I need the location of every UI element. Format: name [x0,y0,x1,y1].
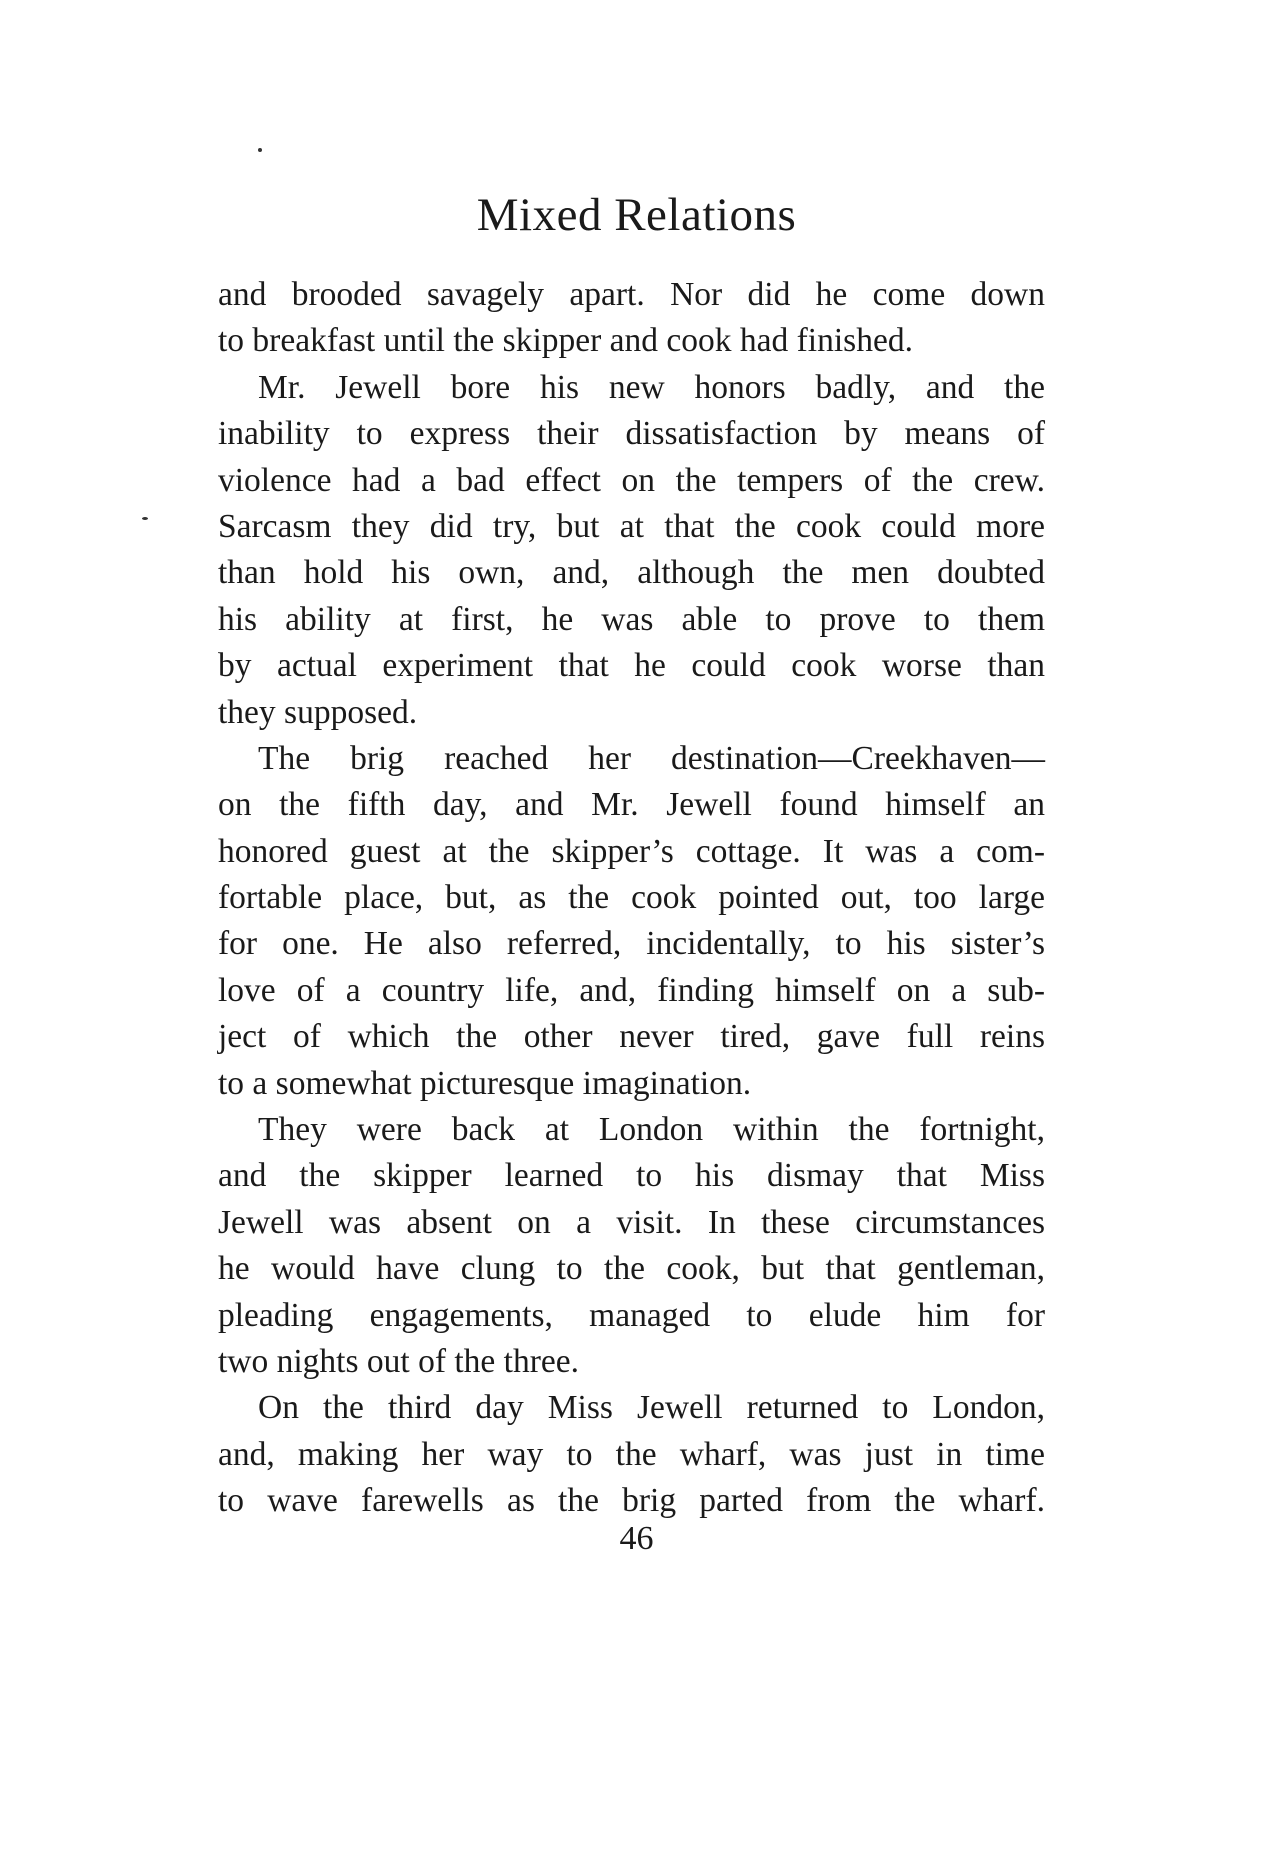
text-line: they supposed. [218,693,418,731]
text-line: Jewell was absent on a visit. In these circumstances [218,1203,1045,1241]
text-line: fortable place, but, as the cook pointed out, too large [218,879,1045,917]
text-line: for one. He also referred, incidentally, to his sister’s [218,925,1045,963]
text-line: inability to express their dissatisfaction by means of [218,415,1045,453]
text-line: and brooded savagely apart. Nor did he come down [218,276,1045,313]
text-line: pleading engagements, managed to elude him for [218,1296,1045,1334]
text-line: ject of which the other never tired, gave full reins [218,1018,1045,1056]
text-line: he would have clung to the cook, but that gentleman, [218,1250,1045,1288]
text-line: by actual experiment that he could cook worse than [218,647,1045,685]
text-line: two nights out of the three. [218,1342,579,1380]
text-line: to breakfast until the skipper and cook had finished. [218,322,913,360]
text-line: to wave farewells as the brig parted from the wharf. [218,1482,1045,1520]
text-line: and the skipper learned to his dismay that Miss [218,1157,1045,1195]
text-line: Mr. Jewell bore his new honors badly, and the [258,368,1045,406]
scan-speck [258,148,262,152]
text-line: They were back at London within the fortnight, [258,1111,1045,1149]
text-line: love of a country life, and, finding himself on a sub- [218,971,1045,1009]
text-line: his ability at first, he was able to prove to them [218,600,1045,638]
text-line: on the fifth day, and Mr. Jewell found himself an [218,786,1045,824]
text-line: honored guest at the skipper’s cottage. It was a com- [218,832,1045,870]
text-line: than hold his own, and, although the men doubted [218,554,1045,592]
text-line: On the third day Miss Jewell returned to London, [258,1389,1045,1427]
running-head: Mixed Relations [476,189,797,241]
text-line: and, making her way to the wharf, was just in time [218,1435,1045,1473]
text-line: The brig reached her destination—Creekhaven— [258,739,1045,777]
text-line: Sarcasm they did try, but at that the cook could more [218,507,1045,545]
scan-speck [142,517,148,520]
page-number: 46 [619,1520,654,1557]
text-line: to a somewhat picturesque imagination. [218,1064,752,1102]
body-text [218,272,1045,1525]
text-line: violence had a bad effect on the tempers of the crew. [218,461,1045,499]
